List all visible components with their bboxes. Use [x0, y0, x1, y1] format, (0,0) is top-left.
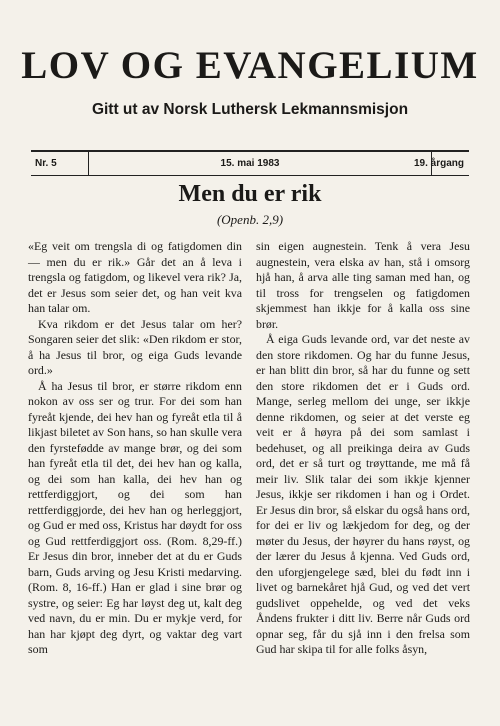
paragraph: Kva rikdom er det Jesus talar om her? Songaren seier det slik: «Den rikdom er stor, å ha Jesus til bror, og eiga Guds levande ord.» [28, 316, 242, 377]
issue-date: 15. mai 1983 [220, 158, 280, 169]
paragraph: Å ha Jesus til bror, er større rikdom enn nokon av oss ser og trur. For dei som han fyreåt kjende, dei hev han og fyreåt etla til å likjast biletet av Son hans, so han skulle vera den fyrstefødde av mange brør, og dei som han fyreåt etla til det, dei hev han og kalla, og dei som han kalla, dei hev han og rettferdiggjort, og dei som han rettferdiggjorde, dei hev han og herleggjort, og Gud er med oss, Kristus har døydt for oss og Gud rettferdiggjort oss. (Rom. 8,29-ff.) Er Jesus din bror, inneber det at du er Guds barn, Guds arving og Jesu Kristi medarving. (Rom. 8, 16-ff.) Han er glad i sine brør og systre, og seier: Eg har løyst deg ut, kalt deg ved navn, du er min. Du er mykje verd, for han har kjøpt deg dyrt, og vaktar deg vart som [28, 378, 242, 656]
masthead-subtitle: Gitt ut av Norsk Luthersk Lekmannsmisjon [91, 101, 409, 118]
issue-volume: 19. årgang [413, 158, 464, 169]
paragraph: sin eigen augnestein. Tenk å vera Jesu augnestein, vera elska av han, stå i omsorg hjå han, å arva alle ting saman med han, og til tross for trengselen og fatigdomen skjemmest han ikkje for å kalla oss sine brør. [256, 239, 470, 331]
article-column-right [256, 239, 470, 658]
issue-bar [31, 150, 469, 176]
masthead-title: LOV OG EVANGELIUM [21, 44, 479, 87]
article-title: Men du er rik [178, 181, 322, 207]
issue-number: Nr. 5 [35, 158, 57, 169]
article-reference: (Openb. 2,9) [216, 212, 284, 227]
paragraph: Å eiga Guds levande ord, var det neste av den store rikdomen. Og har du funne Jesus, er han blitt din bror, så har du funne og sett den store rikdomen det er i Guds ord. Mange, serleg mellom dei unge, ser ikkje denne rikdomen, og seier at det verste eg veit er å høyra på dei som samlast i bedehuset, og all preikinga deira av Guds ord, det er så turt og trøyttande, me må få meir liv. Slik talar dei som ikkje kjenner Jesus, ikkje ser rikdomen i han og i Ordet. Er Jesus din bror, så elskar du også hans ord, for dei er liv og lækjedom for deg, og der møter du Jesus, der høyrer du hans røyst, og der lærer du Jesus å kjenna. Ved Guds ord, den uforgjengelege sæd, blei du født inn i livet og barnekåret hjå Gud, og ved det vert gudslivet oppehelde, og ved det veks Åndens frukter i ditt liv. Berre når Guds ord opnar seg, får du sjå inn i den frelsa som Gud har skipa til for alle folks åsyn, [256, 332, 470, 656]
paragraph: «Eg veit om trengsla di og fatigdomen din — men du er rik.» Går det an å leva i trengsla og fatigdom, og likevel vera rik? Ja, det er Jesus som seier det, og han veit kva han talar om. [28, 239, 242, 315]
article-column-left [28, 239, 242, 658]
